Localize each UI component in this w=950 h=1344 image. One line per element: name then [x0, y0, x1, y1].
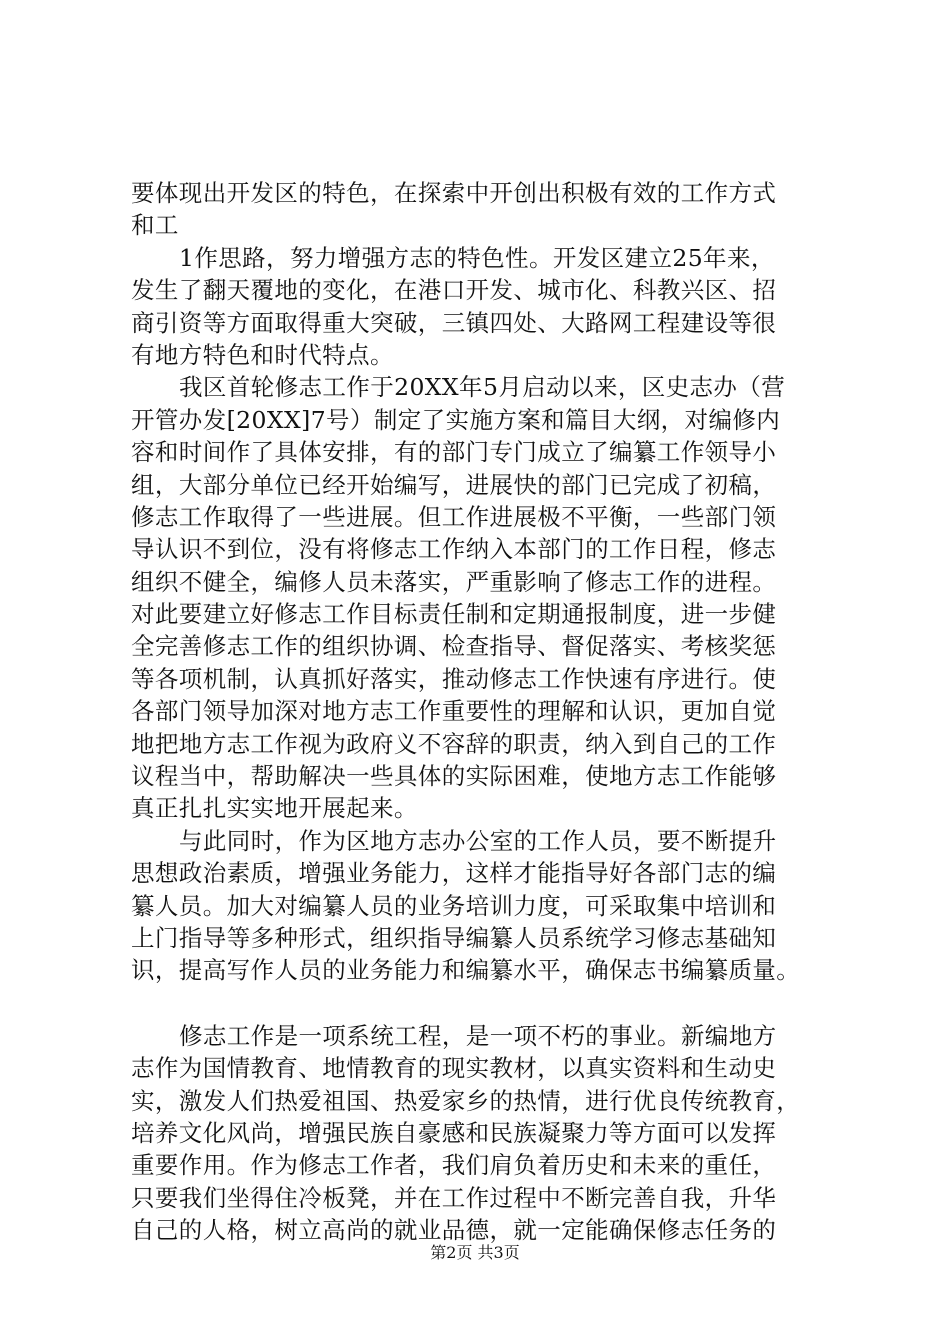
text-line: 导认识不到位，没有将修志工作纳入本部门的工作日程，修志: [131, 535, 777, 564]
text-line: 修志工作是一项系统工程，是一项不朽的事业。新编地方: [179, 1021, 777, 1050]
page-footer: 第2页 共3页: [430, 1243, 520, 1262]
text-line: 纂人员。加大对编纂人员的业务培训力度，可采取集中培训和: [131, 891, 777, 920]
text-line: 商引资等方面取得重大突破，三镇四处、大路网工程建设等很: [131, 308, 777, 337]
text-line: 重要作用。作为修志工作者，我们肩负着历史和未来的重任，: [131, 1151, 777, 1180]
text-line: 发生了翻天覆地的变化，在港口开发、城市化、科教兴区、招: [131, 276, 777, 305]
text-line: 对此要建立好修志工作目标责任制和定期通报制度，进一步健: [131, 600, 777, 629]
text-line: 全完善修志工作的组织协调、检查指导、督促落实、考核奖惩: [131, 632, 777, 661]
text-line: 组织不健全，编修人员未落实，严重影响了修志工作的进程。: [131, 567, 777, 596]
text-line: 开管办发[20XX]7号）制定了实施方案和篇目大纲，对编修内: [131, 405, 781, 434]
text-line: 要体现出开发区的特色，在探索中开创出积极有效的工作方式: [131, 179, 777, 207]
text-line: 真正扎扎实实地开展起来。: [131, 794, 418, 823]
text-line: 修志工作取得了一些进展。但工作进展极不平衡，一些部门领: [131, 502, 777, 531]
text-line: 思想政治素质，增强业务能力，这样才能指导好各部门志的编: [131, 859, 777, 888]
paragraph: [131, 177, 843, 242]
paragraph: [131, 242, 843, 372]
text-line: 容和时间作了具体安排，有的部门专门成立了编纂工作领导小: [131, 438, 777, 467]
text-line: 只要我们坐得住冷板凳，并在工作过程中不断完善自我，升华: [131, 1183, 777, 1212]
text-line: 等各项机制，认真抓好落实，推动修志工作快速有序进行。使: [131, 664, 777, 693]
text-line: 培养文化风尚，增强民族自豪感和民族凝聚力等方面可以发挥: [131, 1118, 777, 1147]
paragraph-gap: [131, 987, 843, 1020]
document-body: [131, 177, 843, 1247]
text-line: 1作思路，努力增强方志的特色性。开发区建立25年来，: [179, 243, 775, 272]
text-line: 议程当中，帮助解决一些具体的实际困难，使地方志工作能够: [131, 762, 777, 791]
text-line: 组，大部分单位已经开始编写，进展快的部门已完成了初稿，: [131, 470, 777, 499]
text-line: 我区首轮修志工作于20XX年5月启动以来，区史志办（营: [179, 373, 786, 402]
text-line: 实，激发人们热爱祖国、热爱家乡的热情，进行优良传统教育，: [131, 1086, 801, 1115]
paragraph: [131, 1020, 843, 1247]
text-line: 各部门领导加深对地方志工作重要性的理解和认识，更加自觉: [131, 697, 777, 726]
paragraph: [131, 825, 843, 987]
text-line: 与此同时，作为区地方志办公室的工作人员，要不断提升: [179, 826, 777, 855]
text-line: 地把地方志工作视为政府义不容辞的职责，纳入到自己的工作: [131, 729, 777, 758]
text-line: 志作为国情教育、地情教育的现实教材，以真实资料和生动史: [131, 1054, 777, 1083]
text-line: 和工: [131, 211, 179, 240]
paragraph: [131, 371, 843, 824]
text-line: 上门指导等多种形式，组织指导编纂人员系统学习修志基础知: [131, 923, 777, 952]
text-line: 自己的人格，树立高尚的就业品德，就一定能确保修志任务的: [131, 1216, 777, 1245]
text-line: 有地方特色和时代特点。: [131, 340, 394, 369]
text-line: 识，提高写作人员的业务能力和编纂水平，确保志书编纂质量。: [131, 956, 801, 985]
